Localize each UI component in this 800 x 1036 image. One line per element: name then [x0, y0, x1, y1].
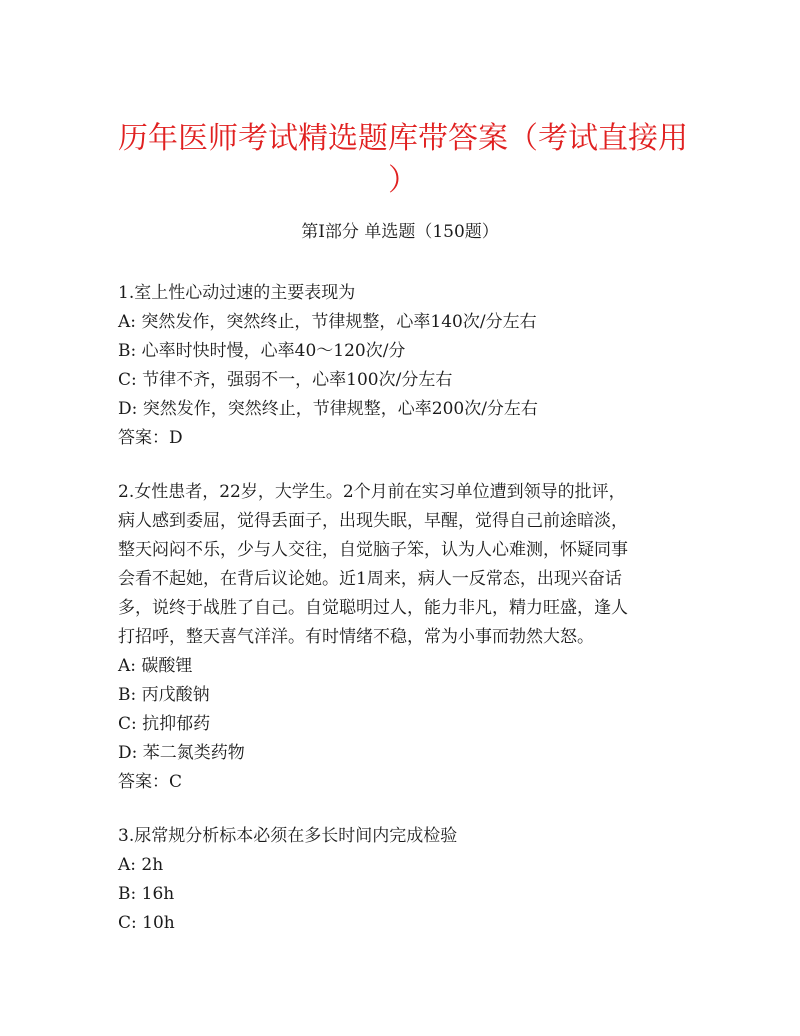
option-b: B: 16h	[118, 884, 175, 904]
option-d: D: 突然发作，突然终止，节律规整，心率200次/分左右	[118, 399, 538, 419]
option-c: C: 节律不齐，强弱不一，心率100次/分左右	[118, 370, 453, 390]
option-a: A: 突然发作，突然终止，节律规整，心率140次/分左右	[118, 312, 537, 332]
question-stem: 1.室上性心动过速的主要表现为	[118, 283, 356, 303]
document-title-line-1: 历年医师考试精选题库带答案（考试直接用	[118, 121, 688, 156]
question-stem: 3.尿常规分析标本必须在多长时间内完成检验	[118, 826, 458, 846]
question-1	[118, 279, 688, 453]
option-d: D: 苯二氮类药物	[118, 743, 245, 763]
option-b: B: 心率时快时慢，心率40～120次/分	[118, 341, 406, 361]
question-3	[118, 822, 688, 938]
option-c: C: 10h	[118, 913, 175, 933]
question-2	[118, 478, 688, 797]
option-b: B: 丙戊酸钠	[118, 685, 210, 705]
option-a: A: 碳酸锂	[118, 656, 193, 676]
answer: 答案：C	[118, 772, 183, 792]
question-stem-line: 2.女性患者，22岁，大学生。2个月前在实习单位遭到领导的批评，	[118, 482, 626, 502]
question-stem-line: 会看不起她，在背后议论她。近1周来，病人一反常态，出现兴奋话	[118, 569, 622, 589]
question-stem-line: 打招呼，整天喜气洋洋。有时情绪不稳，常为小事而勃然大怒。	[118, 627, 594, 647]
document-title-line-2: ）	[388, 163, 418, 198]
document-title	[118, 118, 688, 202]
question-stem-line: 病人感到委屈，觉得丢面子，出现失眠，早醒，觉得自己前途暗淡，	[118, 511, 628, 531]
section-heading: 第I部分 单选题（150题）	[301, 222, 499, 242]
question-stem-line: 多，说终于战胜了自己。自觉聪明过人，能力非凡，精力旺盛，逢人	[118, 598, 628, 618]
option-a: A: 2h	[118, 855, 164, 875]
option-c: C: 抗抑郁药	[118, 714, 211, 734]
answer: 答案：D	[118, 428, 183, 448]
question-stem-line: 整天闷闷不乐，少与人交往，自觉脑子笨，认为人心难测，怀疑同事	[118, 540, 628, 560]
